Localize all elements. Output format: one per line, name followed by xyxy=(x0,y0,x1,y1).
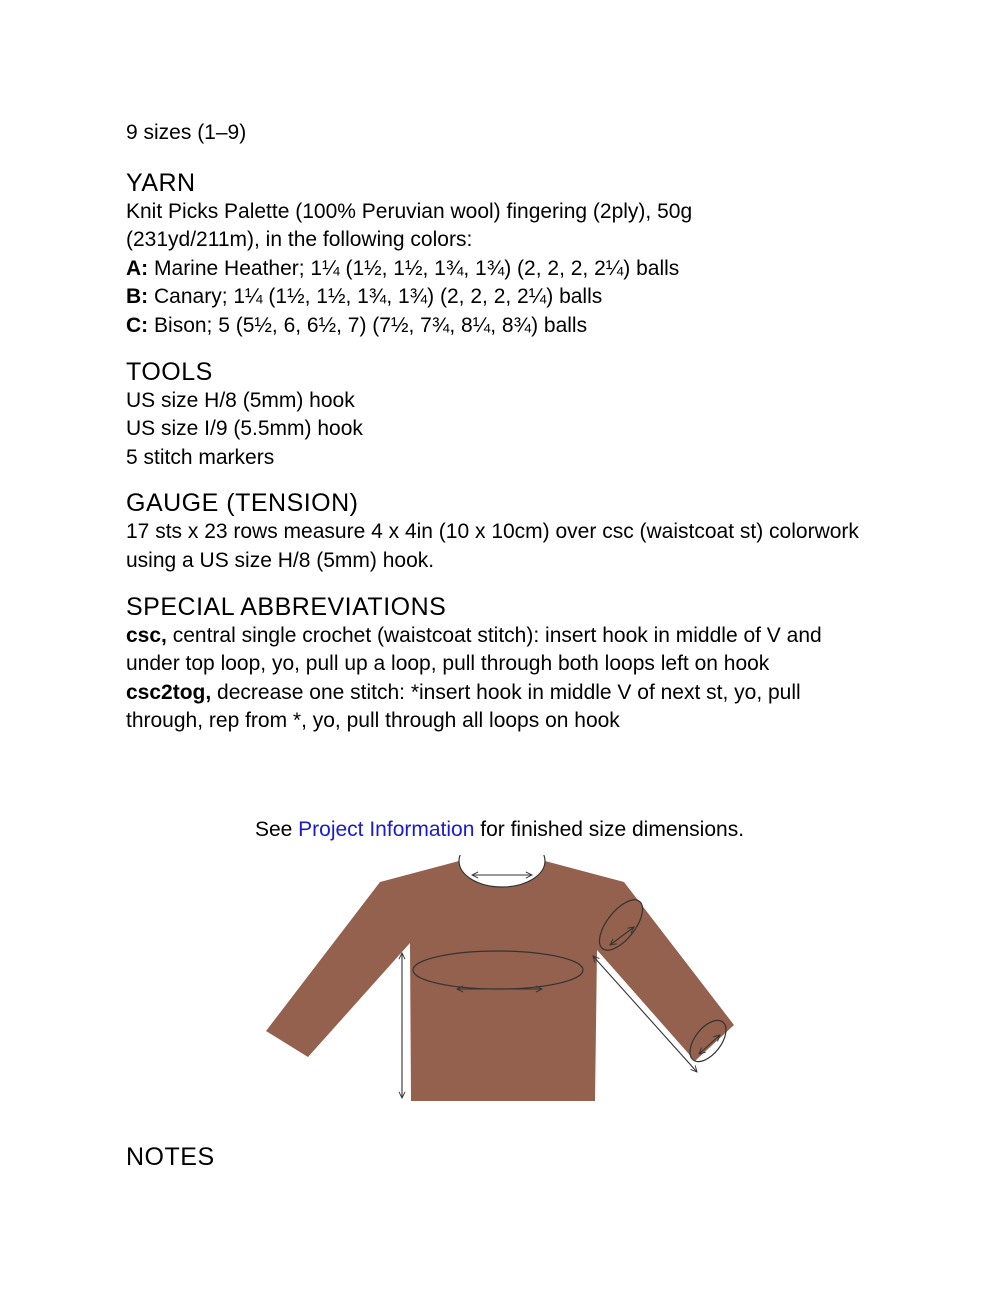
abbreviations-heading: SPECIAL ABBREVIATIONS xyxy=(126,592,447,621)
tool-item: US size I/9 (5.5mm) hook xyxy=(126,417,363,441)
yarn-description: Knit Picks Palette (100% Peruvian wool) fingering (2ply), 50g (231yd/211m), in the following colors: xyxy=(126,199,693,252)
yarn-color-a xyxy=(126,255,886,284)
sweater-body xyxy=(266,861,734,1101)
abbreviation-csc2tog xyxy=(126,679,876,736)
yarn-color-b xyxy=(126,283,886,312)
see-prefix: See xyxy=(254,818,293,841)
color-label: C: xyxy=(126,313,149,337)
tools-heading: TOOLS xyxy=(126,357,213,386)
color-label: A: xyxy=(126,256,149,280)
notes-heading: NOTES xyxy=(126,1143,215,1171)
tool-item: 5 stitch markers xyxy=(126,445,275,469)
see-suffix: for finished size dimensions. xyxy=(480,818,745,841)
abbreviation-csc xyxy=(126,622,871,679)
abbreviation-term: csc2tog, xyxy=(126,680,212,704)
sweater-schematic xyxy=(262,855,742,1105)
gauge-text: 17 sts x 23 rows measure 4 x 4in (10 x 10cm) over csc (waistcoat st) colorwork using a US size H/8 (5mm) hook. xyxy=(126,520,859,572)
pattern-content xyxy=(126,119,886,736)
sizes-line: 9 sizes (1–9) xyxy=(126,121,247,144)
color-text: Bison; 5 (5½, 6, 6½, 7) (7½, 7¾, 8¼, 8¾) balls xyxy=(154,313,588,337)
tool-item: US size H/8 (5mm) hook xyxy=(126,388,355,412)
yarn-color-c xyxy=(126,312,886,341)
see-project-info-line xyxy=(0,816,999,844)
color-text: Canary; 1¼ (1½, 1½, 1¾, 1¾) (2, 2, 2, 2¼) balls xyxy=(154,285,603,309)
yarn-heading: YARN xyxy=(126,168,196,197)
gauge-heading: GAUGE (TENSION) xyxy=(126,489,359,518)
color-label: B: xyxy=(126,285,149,309)
abbreviation-term: csc, xyxy=(126,623,167,647)
abbreviation-definition: decrease one stitch: *insert hook in middle V of next st, yo, pull through, rep from *, yo, pull through all loops on hook xyxy=(126,680,801,733)
project-information-link[interactable]: Project Information xyxy=(298,818,475,841)
abbreviation-definition: central single crochet (waistcoat stitch): insert hook in middle of V and under top loop, yo, pull up a loop, pull through both loops left on hook xyxy=(126,623,822,676)
color-text: Marine Heather; 1¼ (1½, 1½, 1¾, 1¾) (2, 2, 2, 2¼) balls xyxy=(154,256,680,280)
